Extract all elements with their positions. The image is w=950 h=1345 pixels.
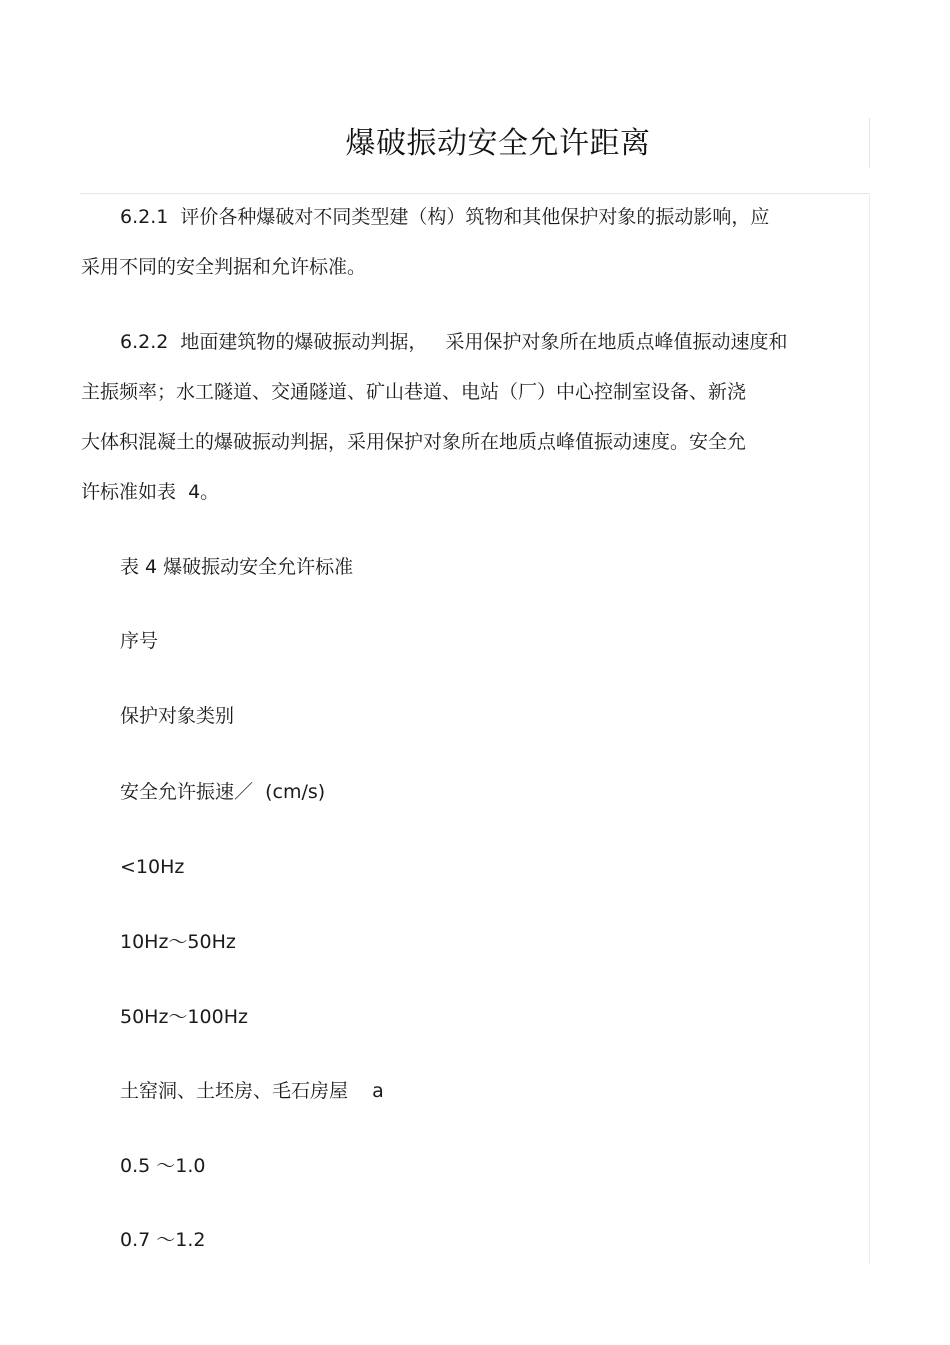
document-title: 爆破振动安全允许距离 [345, 126, 651, 161]
section-6-2-2-line-2: 主振频率；水工隧道、交通隧道、矿山巷道、电站（厂）中心控制室设备、新浇 [81, 381, 747, 403]
section-6-2-1-line-1: 6.2.1 评价各种爆破对不同类型建（构）筑物和其他保护对象的振动影响，应 [120, 206, 770, 228]
table-header-freq-10-50hz: 10Hz～50Hz [120, 931, 236, 953]
table-header-allowed-velocity: 安全允许振速／ (cm/s) [120, 781, 326, 803]
table-header-freq-under-10hz: <10Hz [120, 856, 185, 878]
page-border-top [80, 193, 870, 194]
table-header-index: 序号 [120, 630, 159, 652]
table-row-1-category: 土窑洞、土坯房、毛石房屋 a [120, 1080, 384, 1102]
section-6-2-2-line-1: 6.2.2 地面建筑物的爆破振动判据， 采用保护对象所在地质点峰值振动速度和 [120, 331, 788, 353]
table-header-object-category: 保护对象类别 [120, 705, 235, 727]
table-caption: 表 4 爆破振动安全允许标准 [120, 556, 354, 578]
section-6-2-2-line-4: 许标准如表 4。 [81, 481, 220, 503]
section-6-2-1-line-2: 采用不同的安全判据和允许标准。 [81, 256, 367, 278]
section-6-2-2-line-3: 大体积混凝土的爆破振动判据，采用保护对象所在地质点峰值振动速度。安全允 [81, 431, 747, 453]
table-row-1-value-10-50hz: 0.7 ～1.2 [120, 1229, 206, 1251]
page-border-right [869, 195, 870, 1263]
table-row-1-value-under-10hz: 0.5 ～1.0 [120, 1155, 206, 1177]
table-header-freq-50-100hz: 50Hz～100Hz [120, 1006, 248, 1028]
